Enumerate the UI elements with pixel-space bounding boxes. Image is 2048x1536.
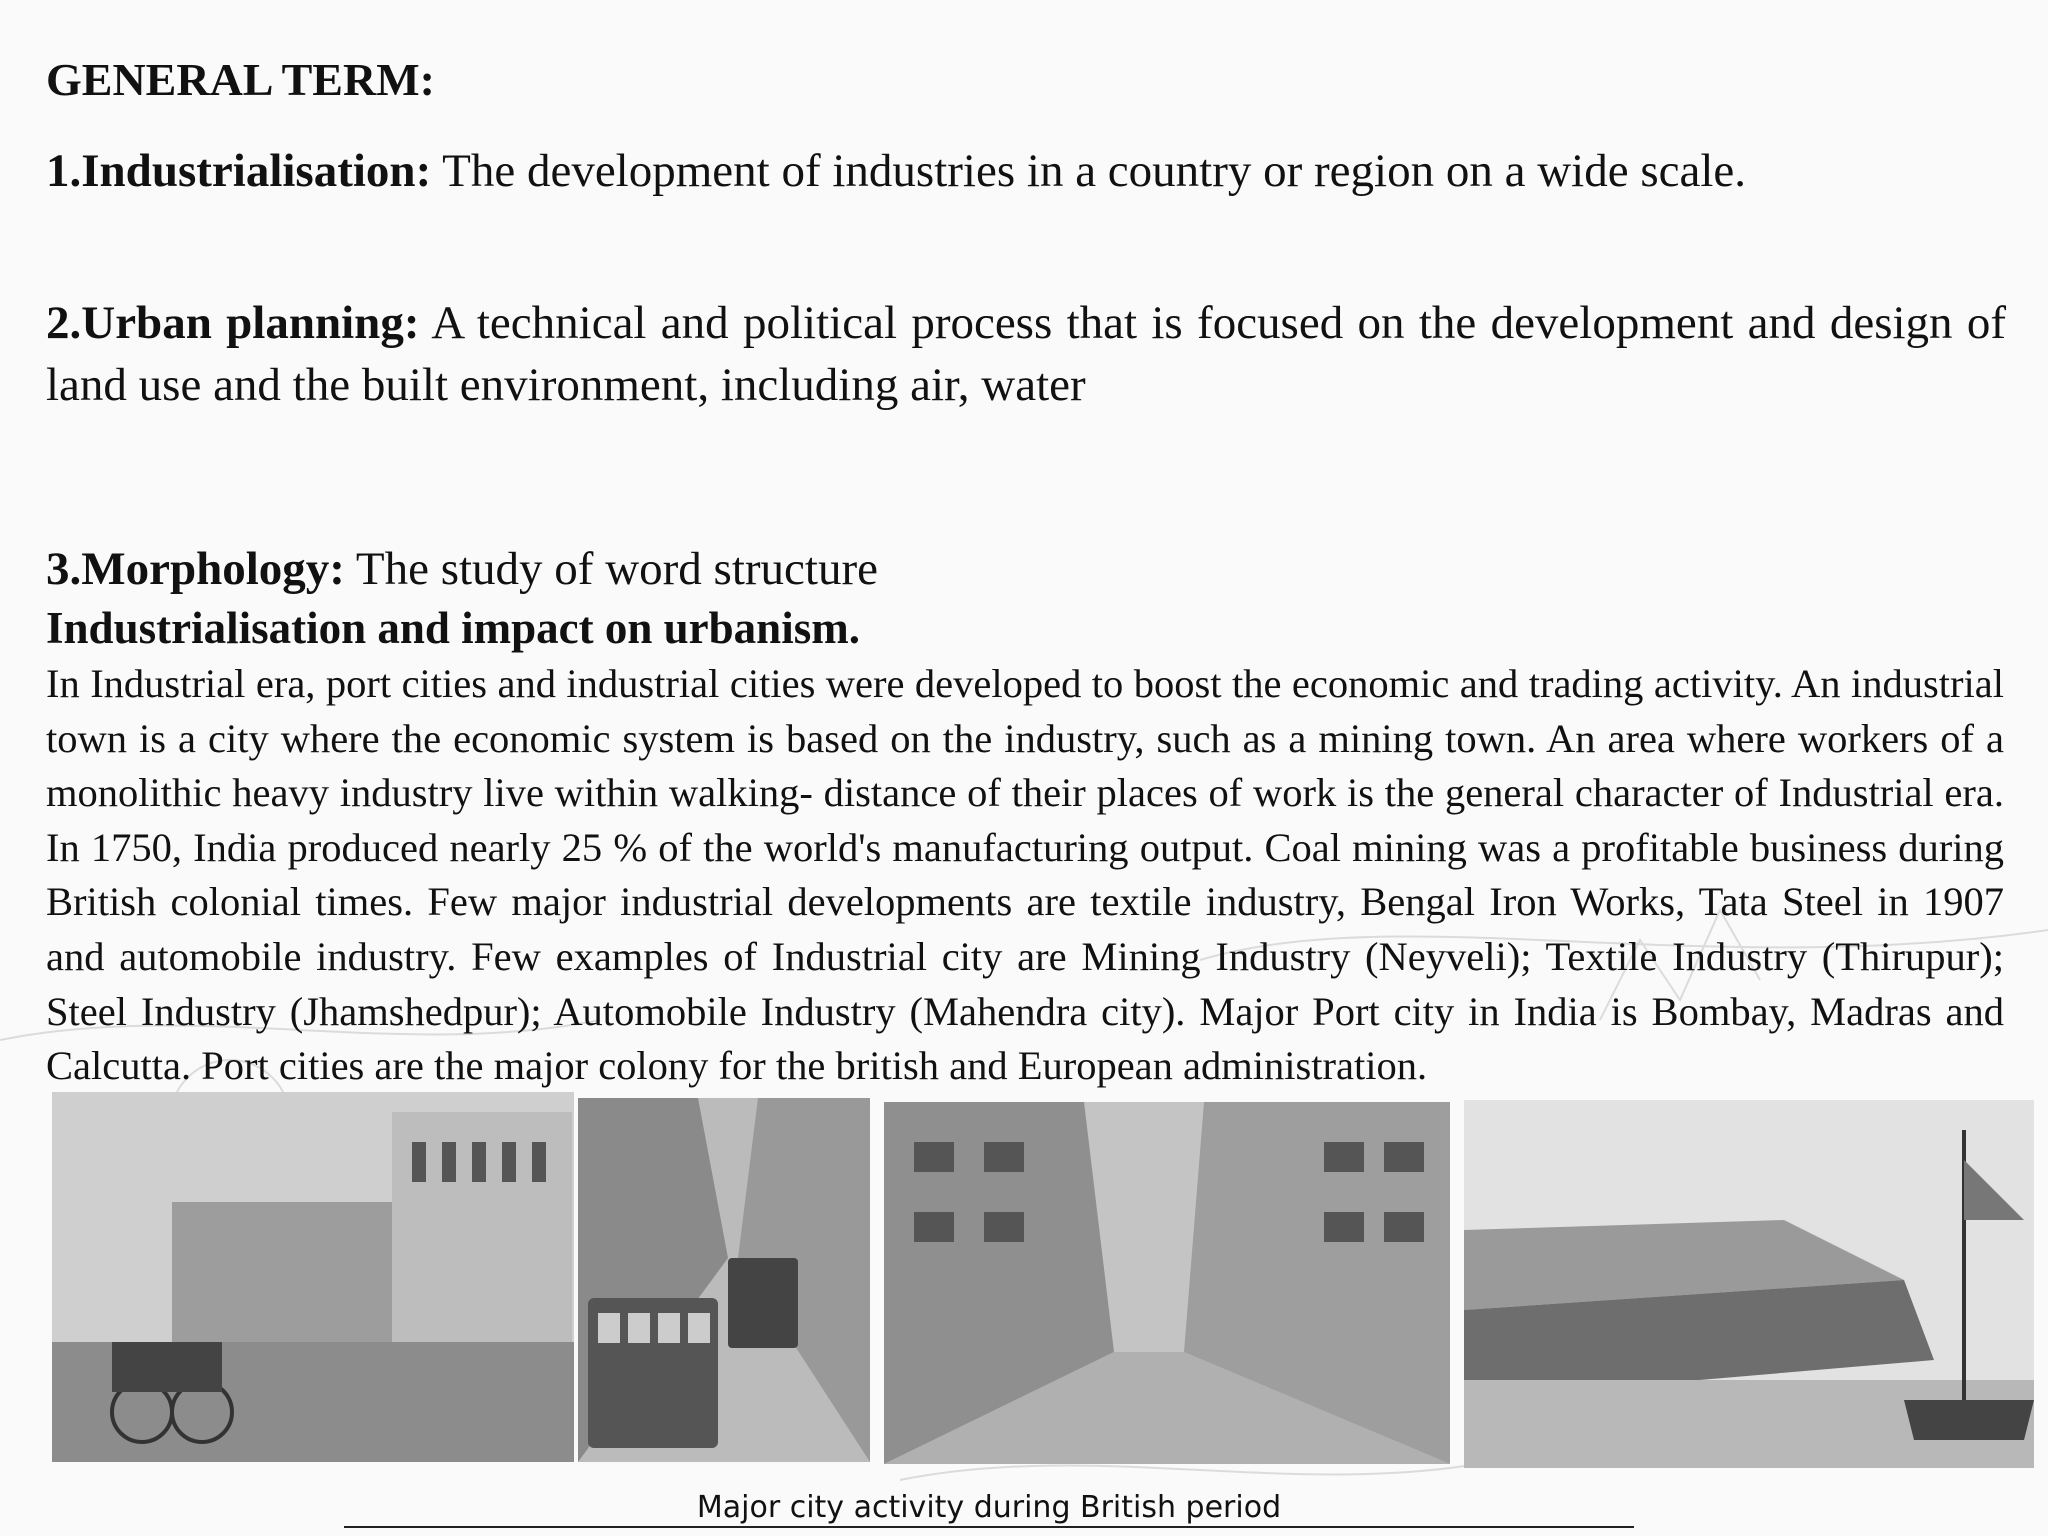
colonial-street-carriages-photo	[52, 1092, 574, 1462]
term-label: 2.Urban planning:	[46, 297, 420, 349]
tram-street-photo	[578, 1098, 870, 1462]
body-paragraph: In Industrial era, port cities and industrial cities were developed to boost the economic and trading activity. An industrial town is a city where the economic system is based on the industry, such as a mining town. An area where workers of a monolithic heavy industry live within walking- distance of their places of work is the general character of Industrial era. In 1750, India produced nearly 25 % of the world's manufacturing output. Coal mining was a profitable business during British colonial times. Few major industrial developments are textile industry, Bengal Iron Works, Tata Steel in 1907 and automobile industry. Few examples of Industrial city are Mining Industry (Neyveli); Textile Industry (Thirupur); Steel Industry (Jhamshedpur); Automobile Industry (Mahendra city). Major Port city in India is Bombay, Madras and Calcutta. Port cities are the major colony for the british and European administration.	[46, 661, 2004, 1089]
term-definition: The study of word structure	[344, 543, 878, 595]
general-term-heading: GENERAL TERM:	[46, 54, 435, 105]
photo-caption: Major city activity during British period	[344, 1490, 1634, 1528]
term-urban-planning	[46, 292, 2006, 416]
document-body	[46, 52, 2007, 1089]
city-street-buildings-photo	[884, 1102, 1450, 1464]
term-definition: The development of industries in a country or region on a wide scale.	[431, 145, 1746, 197]
term-industrialisation	[46, 140, 1746, 202]
term-morphology	[46, 538, 878, 600]
term-label: 3.Morphology:	[46, 543, 345, 595]
section-title: Industrialisation and impact on urbanism.	[46, 603, 860, 653]
term-label: 1.Industrialisation:	[46, 145, 432, 197]
term-definition: A technical and political process that is focused on the development and design of land use and the built environment, including air, water	[46, 297, 2007, 411]
port-ghat-ship-photo	[1464, 1100, 2034, 1468]
